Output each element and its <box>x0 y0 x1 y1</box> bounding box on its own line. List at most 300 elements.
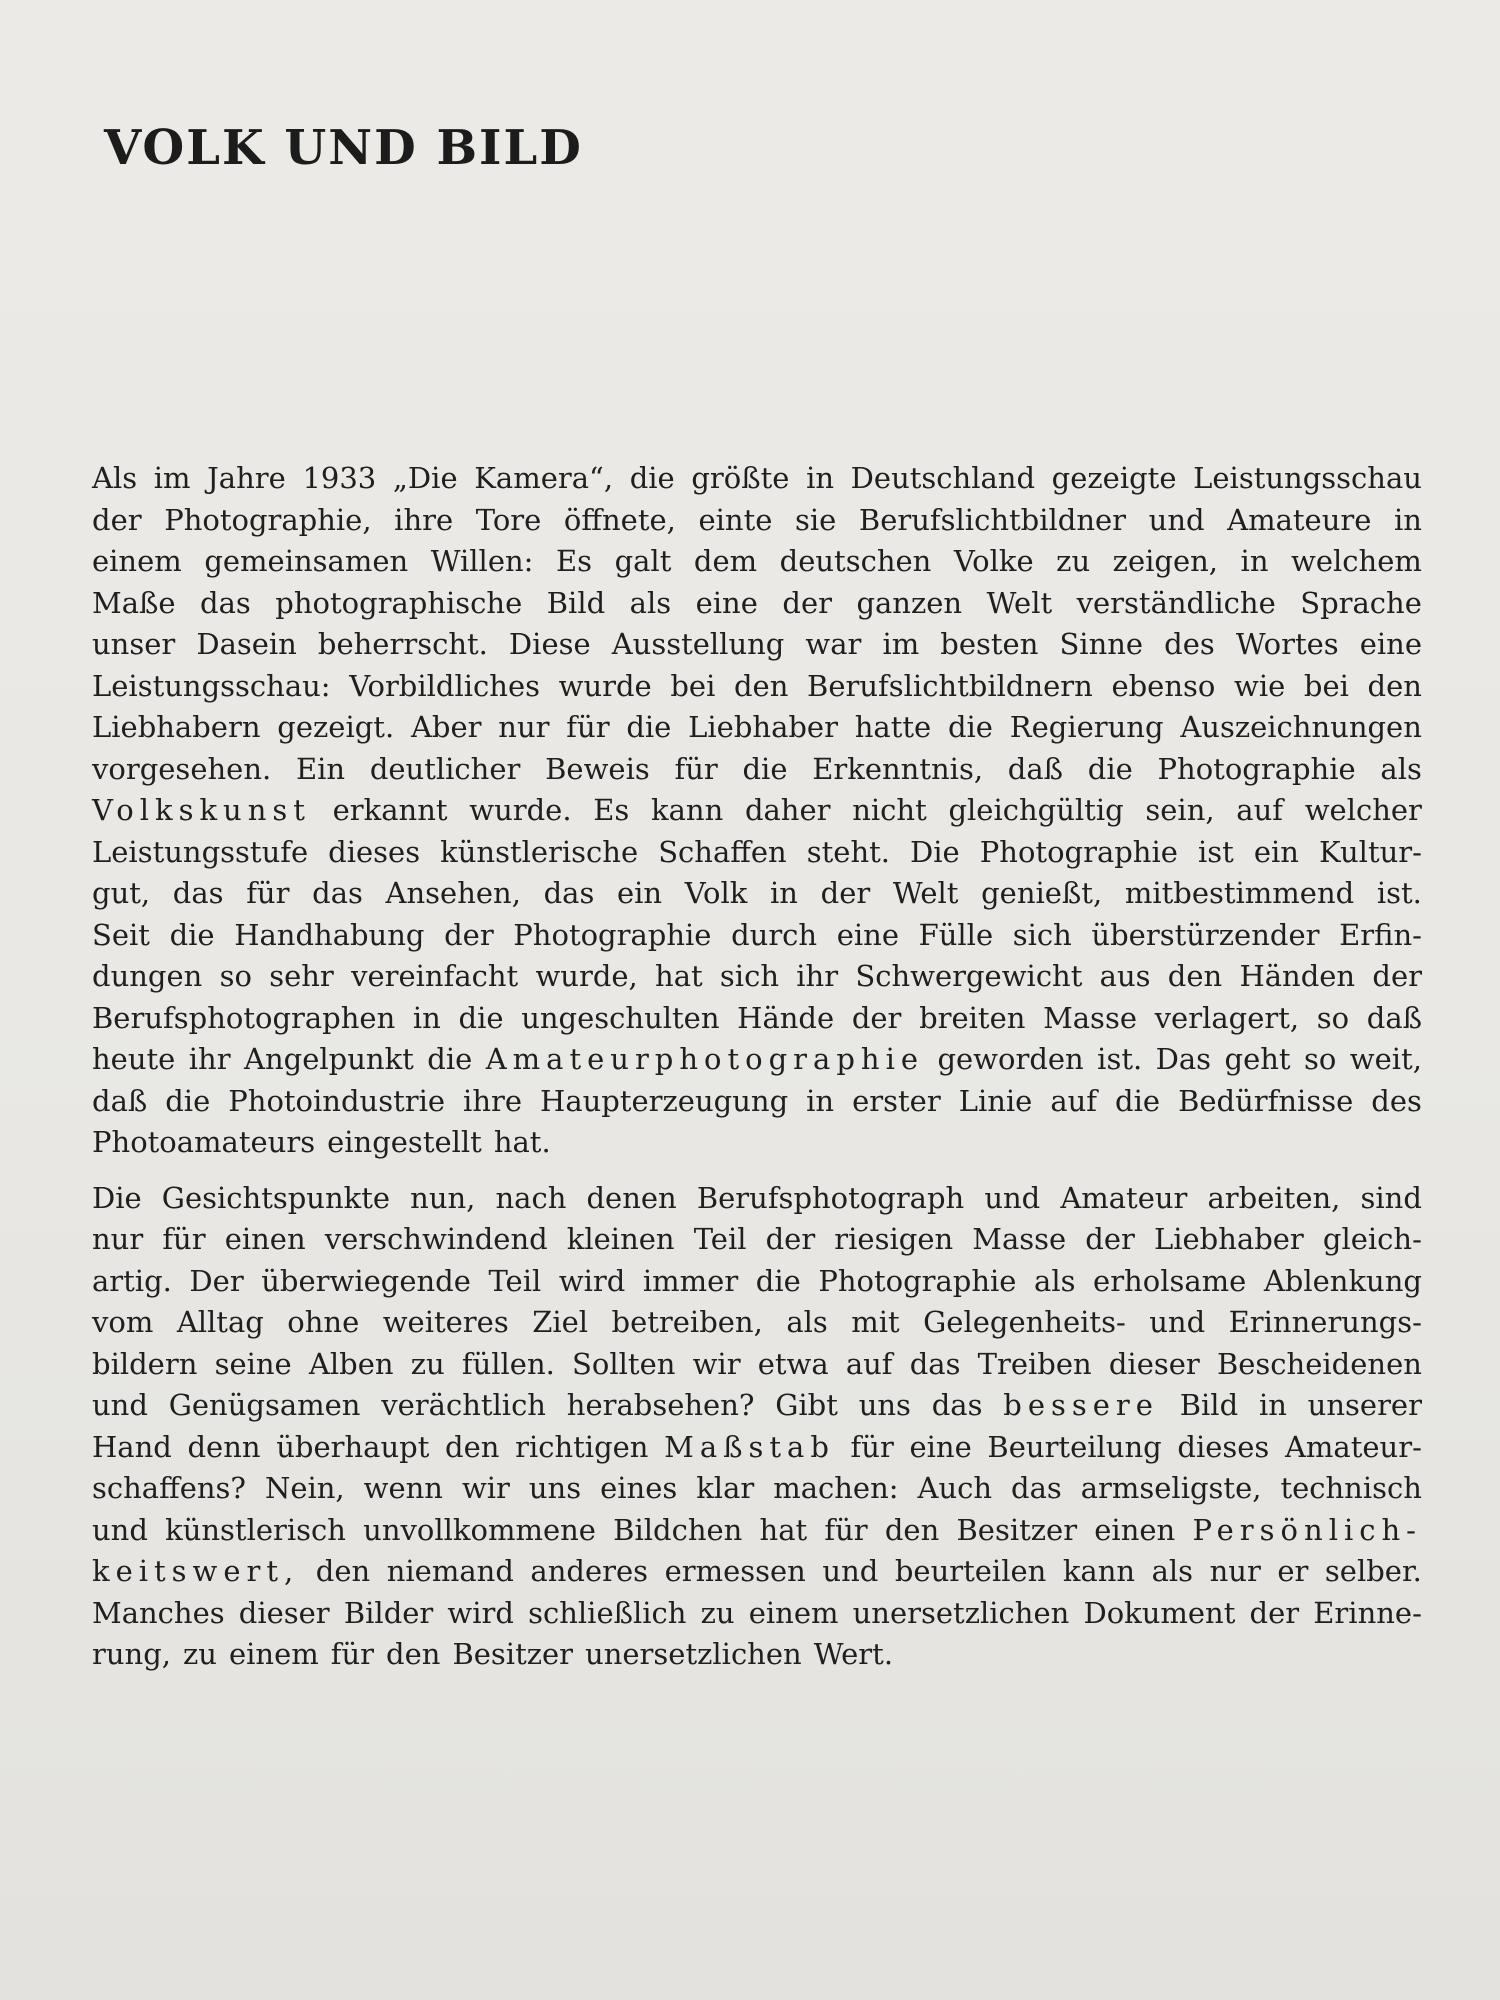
word: Deutschland <box>850 461 1036 495</box>
word: kleinen <box>566 1222 675 1256</box>
word: in <box>770 876 798 910</box>
word: Kultur- <box>1318 834 1422 869</box>
word: der <box>765 1222 816 1256</box>
word: Die <box>92 1180 142 1215</box>
word: die <box>458 1000 504 1035</box>
word: Berufsphotograph <box>696 1180 965 1215</box>
word: und <box>984 1180 1041 1215</box>
word: Erinnerungs- <box>1228 1305 1422 1339</box>
word: eine <box>1359 627 1422 661</box>
word: den <box>445 1429 500 1464</box>
text-line <box>92 1039 1422 1081</box>
word: künstlerische <box>440 834 639 869</box>
word: ungeschulten <box>521 1000 720 1035</box>
word: wenn <box>363 1471 443 1505</box>
page-title: VOLK UND BILD <box>104 120 583 176</box>
word: niemand <box>386 1554 514 1588</box>
word: weiteres <box>382 1305 509 1339</box>
word: vorgesehen. <box>92 751 272 786</box>
word: vom <box>92 1305 154 1339</box>
word: daß <box>1007 751 1064 786</box>
word: einen <box>224 1222 306 1256</box>
word: geht <box>1224 1042 1291 1076</box>
word: im <box>153 461 191 495</box>
word: unersetzlichen <box>585 1637 802 1671</box>
word: selber. <box>1324 1554 1422 1588</box>
word: Leistungsschau: <box>92 668 331 703</box>
text-line <box>92 1385 1422 1427</box>
word: Fülle <box>918 917 994 952</box>
word: Masse <box>1043 1000 1137 1035</box>
word: Bild <box>546 585 606 620</box>
word: verständliche <box>1076 585 1276 620</box>
word: breiten <box>919 1000 1026 1035</box>
word: vereinfacht <box>351 959 519 993</box>
word: er <box>1277 1554 1309 1588</box>
word: machen: <box>773 1471 899 1505</box>
word: eine <box>695 585 758 620</box>
word: auf <box>845 1346 893 1381</box>
word: Persönlich- <box>1192 1512 1422 1547</box>
word: und <box>92 1512 148 1547</box>
word: hat <box>655 959 703 993</box>
word: der <box>820 876 871 910</box>
word: die <box>629 461 675 495</box>
word: ein <box>617 876 663 910</box>
word: Sollten <box>572 1346 676 1381</box>
word: der <box>851 1000 902 1035</box>
word: Handhabung <box>234 917 425 952</box>
word: Jahre <box>207 461 286 495</box>
word: Bedürfnisse <box>1178 1083 1354 1118</box>
word: gleichgültig <box>948 793 1124 827</box>
word: beurteilen <box>894 1554 1047 1588</box>
word: Genügsamen <box>168 1388 361 1422</box>
word: beherrscht. <box>317 627 488 661</box>
word: hat. <box>493 1125 551 1159</box>
word: Sprache <box>1300 585 1422 620</box>
word: unersetzlichen <box>852 1595 1070 1630</box>
word: ohne <box>287 1305 360 1339</box>
word: überhaupt <box>276 1429 430 1464</box>
word: zu <box>410 1346 445 1381</box>
word: steht. <box>806 834 890 869</box>
word: Sinne <box>1059 627 1144 661</box>
text-line <box>92 790 1422 832</box>
word: hatte <box>854 710 932 744</box>
word: bei <box>670 668 716 703</box>
word: den <box>1367 668 1422 703</box>
word: Teil <box>488 1263 542 1298</box>
word: Photographie <box>1157 751 1356 786</box>
word: verlagert, <box>1154 1000 1300 1035</box>
word: die <box>1115 1083 1161 1118</box>
word: Willen: <box>430 544 534 578</box>
text-line <box>92 666 1422 708</box>
word: anderes <box>530 1554 649 1588</box>
word: deutschen <box>779 544 932 578</box>
word: hat <box>759 1512 808 1547</box>
word: „Die <box>392 461 458 495</box>
word: gezeigt. <box>277 710 395 744</box>
word: den <box>1167 959 1223 993</box>
word: füllen. <box>461 1346 555 1381</box>
word: der <box>1372 959 1422 993</box>
word: Berufslichtbildner <box>858 502 1127 537</box>
word: zeigen, <box>1112 544 1219 578</box>
word: Besitzer <box>452 1637 574 1671</box>
word: Besitzer <box>956 1512 1078 1547</box>
text-line <box>92 1551 1422 1593</box>
word: Haupterzeugung <box>540 1083 789 1118</box>
word: photographische <box>275 585 523 620</box>
text-line <box>92 1302 1422 1344</box>
word: dieses <box>1177 1429 1270 1464</box>
word: dungen <box>92 959 203 993</box>
word: Manches <box>92 1595 225 1630</box>
word: einem <box>92 544 182 578</box>
text-line <box>92 998 1422 1040</box>
word: eine <box>909 1429 972 1464</box>
word: Regierung <box>1009 710 1164 744</box>
word: Gibt <box>775 1388 838 1422</box>
word: der <box>92 502 142 537</box>
word: Ansehen, <box>385 876 521 910</box>
word: erholsame <box>1093 1263 1247 1298</box>
word: Photographie <box>818 1263 1017 1298</box>
word: Alltag <box>176 1305 264 1339</box>
word: Gelegenheits- <box>923 1305 1126 1339</box>
word: in <box>806 461 835 495</box>
word: artig. <box>92 1263 172 1298</box>
word: rung, <box>92 1637 171 1671</box>
word: Masse <box>972 1222 1067 1256</box>
word: bei <box>1303 668 1349 703</box>
text-line <box>92 1344 1422 1386</box>
word: weit, <box>1349 1042 1422 1076</box>
word: verschwindend <box>324 1222 548 1256</box>
word: gezeigte <box>1051 461 1177 495</box>
word: für <box>162 1222 206 1256</box>
word: als <box>629 585 672 620</box>
word: die <box>169 917 215 952</box>
word: Bildchen <box>613 1512 743 1547</box>
word: Volke <box>953 544 1034 578</box>
word: die <box>947 710 993 744</box>
word: im <box>882 627 920 661</box>
word: Erkenntnis, <box>812 751 984 786</box>
word: Liebhaber <box>688 710 838 744</box>
word: eines <box>600 1471 678 1505</box>
word: ist. <box>1097 1042 1143 1076</box>
word: und <box>822 1554 879 1588</box>
word: als <box>1151 1554 1194 1588</box>
word: Diese <box>508 627 591 661</box>
word: die <box>165 1083 211 1118</box>
word: Liebhaber <box>1153 1222 1304 1256</box>
text-line <box>92 1178 1422 1220</box>
word: Ein <box>295 751 346 786</box>
word: dieses <box>328 834 421 869</box>
word: Hand <box>92 1429 172 1464</box>
word: unser <box>92 627 176 661</box>
text-line <box>92 1593 1422 1635</box>
word: nur <box>498 710 550 744</box>
text-line <box>92 915 1422 957</box>
word: nun, <box>410 1180 476 1215</box>
word: Nein, <box>264 1471 345 1505</box>
word: daher <box>744 793 831 827</box>
word: geworden <box>937 1042 1084 1076</box>
word: sie <box>794 502 837 537</box>
word: den <box>386 1637 441 1671</box>
paragraph <box>92 458 1422 1164</box>
word: bessere <box>1003 1388 1159 1422</box>
word: arbeiten, <box>1207 1180 1341 1215</box>
word: Dasein <box>196 627 297 661</box>
word: ermessen <box>664 1554 806 1588</box>
word: das <box>312 876 363 910</box>
word: nur <box>1209 1554 1261 1588</box>
word: dieser <box>238 1595 330 1630</box>
word: Gesichtspunkte <box>161 1180 391 1215</box>
word: Alben <box>308 1346 394 1381</box>
word: nach <box>495 1180 567 1215</box>
word: Angelpunkt <box>244 1042 414 1076</box>
word: den <box>315 1554 371 1588</box>
word: auf <box>1050 1083 1098 1118</box>
word: öffnete, <box>563 502 676 537</box>
word: dieser <box>1108 1346 1200 1381</box>
word: Maße <box>92 585 176 620</box>
word: seine <box>214 1346 292 1381</box>
word: eine <box>836 917 899 952</box>
text-line <box>92 1081 1422 1123</box>
word: ihre <box>394 502 454 537</box>
word: das <box>172 876 224 910</box>
word: sehr <box>269 959 334 993</box>
word: Es <box>555 544 593 578</box>
word: Bild <box>1179 1388 1239 1422</box>
word: denn <box>187 1429 261 1464</box>
word: wurde <box>558 668 652 703</box>
word: sein, <box>1145 793 1215 827</box>
word: Kamera“, <box>474 461 614 495</box>
word: und <box>1149 1305 1206 1339</box>
word: durch <box>731 917 818 952</box>
text-line <box>92 1634 1422 1676</box>
word: der <box>782 585 832 620</box>
word: überstürzender <box>1091 917 1320 952</box>
word: der <box>1085 1222 1135 1256</box>
word: Ziel <box>532 1305 589 1339</box>
text-line <box>92 1219 1422 1261</box>
word: als <box>1380 751 1422 786</box>
word: Amateur <box>1060 1180 1188 1215</box>
word: wurde, <box>535 959 638 993</box>
word: sich <box>1012 917 1072 952</box>
word: Seit <box>92 917 150 952</box>
word: und <box>1148 502 1205 537</box>
word: Dokument <box>1083 1595 1236 1630</box>
word: ist. <box>1376 876 1422 910</box>
word: sind <box>1360 1180 1422 1215</box>
word: erkannt <box>332 793 448 827</box>
word: zu <box>700 1595 735 1630</box>
word: Ausstellung <box>611 627 785 661</box>
word: schließlich <box>528 1595 687 1630</box>
word: des <box>1371 1083 1422 1118</box>
word: unserer <box>1307 1388 1422 1422</box>
word: herabsehen? <box>566 1388 755 1422</box>
word: mitbestimmend <box>1124 876 1355 910</box>
word: zu <box>183 1637 217 1671</box>
text-line <box>92 1468 1422 1510</box>
word: denen <box>586 1180 677 1215</box>
word: Wortes <box>1235 627 1339 661</box>
text-line <box>92 500 1422 542</box>
word: genießt, <box>981 876 1103 910</box>
word: Amateurphotographie <box>485 1042 925 1076</box>
word: kann <box>651 793 724 827</box>
word: ein <box>1253 834 1299 869</box>
word: das <box>200 585 251 620</box>
word: gut, <box>92 876 151 910</box>
word: nur <box>92 1222 144 1256</box>
word: Schaffen <box>658 834 787 869</box>
word: aus <box>1099 959 1151 993</box>
word: daß <box>92 1083 148 1118</box>
word: kann <box>1062 1554 1136 1588</box>
word: Berufsphotographen <box>92 1000 396 1035</box>
word: ihr <box>188 1042 231 1076</box>
word: gleich- <box>1322 1222 1422 1256</box>
word: armseligste, <box>1080 1471 1262 1505</box>
word: die <box>626 710 672 744</box>
text-line <box>92 1427 1422 1469</box>
word: Erinne- <box>1313 1595 1422 1630</box>
word: Treiben <box>977 1346 1092 1381</box>
word: Händen <box>1239 959 1356 993</box>
word: wird <box>447 1595 514 1630</box>
word: wie <box>1234 668 1286 703</box>
paragraph <box>92 1178 1422 1676</box>
word: riesigen <box>834 1222 954 1256</box>
word: als <box>786 1305 828 1339</box>
word: Tore <box>475 502 542 537</box>
word: erster <box>852 1083 941 1118</box>
word: Amateure <box>1227 502 1372 537</box>
word: in <box>412 1000 441 1035</box>
word: wir <box>692 1346 741 1381</box>
word: Beurteilung <box>987 1429 1162 1464</box>
word: nicht <box>852 793 927 827</box>
word: Bescheidenen <box>1216 1346 1422 1381</box>
word: einem <box>748 1595 839 1630</box>
text-line <box>92 832 1422 874</box>
word: das <box>931 1388 983 1422</box>
word: keitswert, <box>92 1554 300 1588</box>
word: welcher <box>1304 793 1422 827</box>
word: Auszeichnungen <box>1180 710 1422 744</box>
word: die <box>1087 751 1133 786</box>
word: ebenso <box>1111 668 1216 703</box>
word: in <box>1258 1388 1287 1422</box>
word: so <box>1304 1042 1337 1076</box>
word: den <box>733 668 789 703</box>
word: uns <box>858 1388 911 1422</box>
word: wir <box>461 1471 510 1505</box>
word: eingestellt <box>327 1125 482 1159</box>
text-line <box>92 749 1422 791</box>
word: Liebhabern <box>92 710 261 744</box>
word: so <box>219 959 252 993</box>
word: dem <box>693 544 758 578</box>
word: immer <box>642 1263 739 1298</box>
word: Hände <box>737 1000 835 1035</box>
text-line <box>92 1261 1422 1303</box>
word: Linie <box>958 1083 1033 1118</box>
word: Berufslichtbildnern <box>807 668 1093 703</box>
word: Photographie, <box>164 502 372 537</box>
word: verächtlich <box>381 1388 546 1422</box>
word: der <box>444 917 494 952</box>
word: die <box>755 1263 801 1298</box>
word: zu <box>1056 544 1091 578</box>
word: besten <box>940 627 1039 661</box>
word: technisch <box>1280 1471 1422 1505</box>
word: den <box>884 1512 940 1547</box>
word: Volkskunst <box>92 793 311 827</box>
word: ihre <box>463 1083 523 1118</box>
word: Leistungsschau <box>1193 461 1422 495</box>
word: und <box>92 1388 148 1422</box>
word: Erfin- <box>1339 917 1422 952</box>
word: als <box>1034 1263 1076 1298</box>
word: Aber <box>410 710 482 744</box>
word: in <box>806 1083 835 1118</box>
word: Schwergewicht <box>855 959 1083 993</box>
word: richtigen <box>515 1429 649 1464</box>
word: gemeinsamen <box>204 544 409 578</box>
word: Wert. <box>813 1637 894 1671</box>
word: der <box>1249 1595 1300 1630</box>
word: Maßstab <box>664 1429 835 1464</box>
word: Photographie <box>979 834 1178 869</box>
word: betreiben, <box>611 1305 763 1339</box>
word: das <box>543 876 595 910</box>
word: Ablenkung <box>1263 1263 1422 1298</box>
word: Photographie <box>513 917 712 952</box>
word: überwiegende <box>261 1263 471 1298</box>
text-line <box>92 1122 1422 1164</box>
word: für <box>850 1429 894 1464</box>
word: war <box>805 627 862 661</box>
word: auf <box>1236 793 1283 827</box>
word: bildern <box>92 1346 198 1381</box>
word: Beweis <box>545 751 650 786</box>
word: einem <box>228 1637 319 1671</box>
word: Welt <box>892 876 959 910</box>
text-line <box>92 707 1422 749</box>
word: ihr <box>796 959 839 993</box>
word: einte <box>698 502 773 537</box>
word: wurde. <box>469 793 572 827</box>
word: größte <box>691 461 790 495</box>
word: die <box>742 751 788 786</box>
text-line <box>92 583 1422 625</box>
word: künstlerisch <box>165 1512 346 1547</box>
